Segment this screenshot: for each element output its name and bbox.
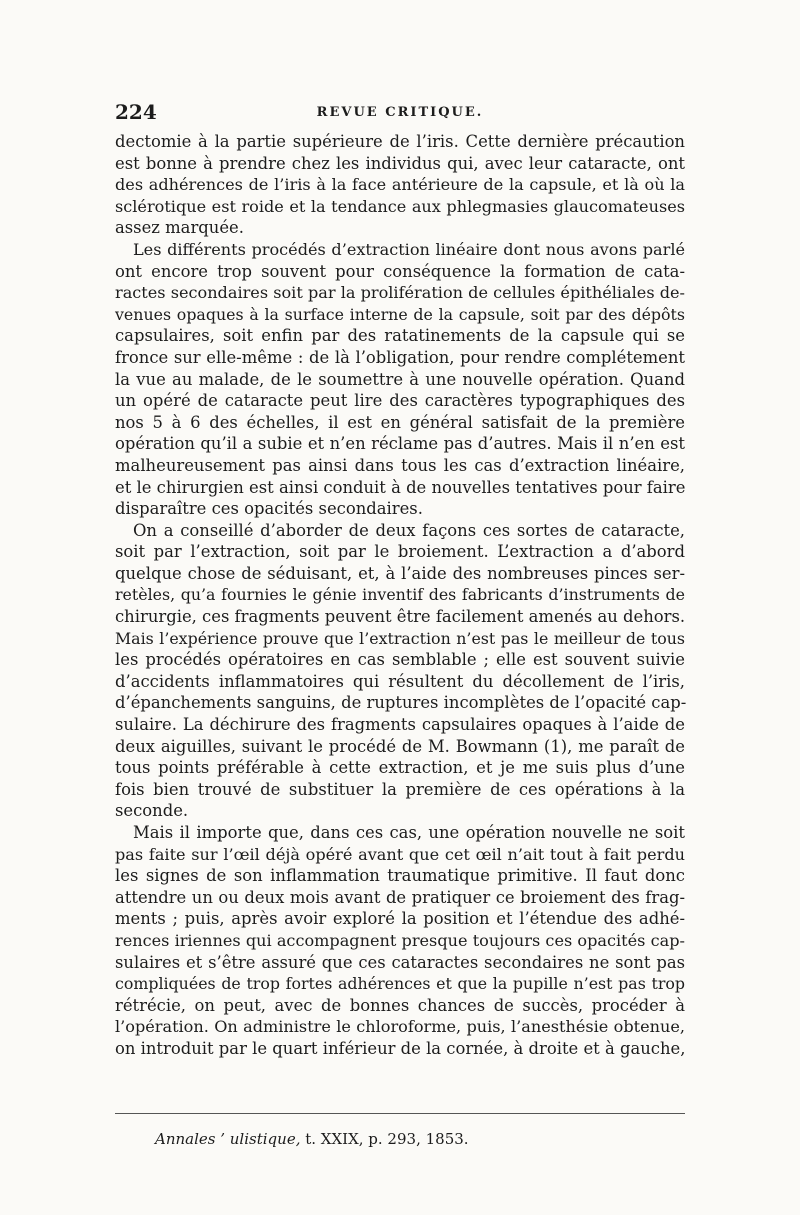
text-line: et le chirurgien est ainsi conduit à de nouvelles tentatives pour faire bbox=[115, 477, 686, 497]
text-line: On a conseillé d’aborder de deux façons ces sortes de cataracte, bbox=[133, 520, 685, 540]
text-line: les signes de son inflammation traumatique primitive. Il faut donc bbox=[115, 866, 685, 886]
text-line: capsulaires, soit enfin par des ratatinements de la capsule qui se bbox=[115, 326, 685, 346]
text-line: compliquées de trop fortes adhérences et que la pupille n’est pas trop bbox=[115, 974, 685, 994]
text-line: rétrécie, on peut, avec de bonnes chances de succès, procéder à bbox=[115, 995, 685, 1015]
text-line: deux aiguilles, suivant le procédé de M. Bowmann (1), me paraît de bbox=[115, 736, 685, 756]
footnote-reference: t. XXIX, p. 293, 1853. bbox=[300, 1130, 469, 1148]
text-line: assez marquée. bbox=[115, 218, 244, 238]
body-text bbox=[115, 131, 685, 1060]
text-line: d’accidents inflammatoires qui résultent du décollement de l’iris, bbox=[115, 671, 685, 691]
text-line: nos 5 à 6 des échelles, il est en général satisfait de la première bbox=[115, 412, 685, 432]
running-head: REVUE CRITIQUE. bbox=[316, 105, 484, 120]
text-line: Les différents procédés d’extraction linéaire dont nous avons parlé bbox=[133, 239, 685, 259]
text-line: pas faite sur l’œil déjà opéré avant que cet œil n’ait tout à fait perdu bbox=[115, 844, 685, 864]
page-number: 224 bbox=[115, 100, 157, 124]
text-line: malheureusement pas ainsi dans tous les cas d’extraction linéaire, bbox=[115, 455, 685, 475]
text-line: sulaires et s’être assuré que ces cataractes secondaires ne sont pas bbox=[115, 952, 685, 972]
text-line: ments ; puis, après avoir exploré la position et l’étendue des adhé- bbox=[115, 909, 685, 929]
text-line: quelque chose de séduisant, et, à l’aide des nombreuses pinces ser- bbox=[115, 563, 685, 583]
text-line: on introduit par le quart inférieur de la cornée, à droite et à gauche, bbox=[115, 1038, 686, 1058]
text-line: attendre un ou deux mois avant de pratiquer ce broiement des frag- bbox=[115, 887, 685, 907]
text-line: Mais l’expérience prouve que l’extraction n’est pas le meilleur de tous bbox=[115, 628, 685, 648]
text-line: dectomie à la partie supérieure de l’iris. Cette dernière précaution bbox=[115, 132, 685, 151]
footnote bbox=[155, 1130, 469, 1148]
text-line: rences iriennes qui accompagnent presque toujours ces opacités cap- bbox=[115, 930, 685, 950]
text-line: fois bien trouvé de substituer la première de ces opérations à la bbox=[115, 779, 685, 799]
text-line: fronce sur elle-même : de là l’obligation, pour rendre complétement bbox=[115, 347, 685, 367]
footnote-rule bbox=[115, 1113, 685, 1114]
text-line: soit par l’extraction, soit par le broiement. L’extraction a d’abord bbox=[115, 542, 685, 562]
text-line: ractes secondaires soit par la prolifération de cellules épithéliales de- bbox=[115, 283, 685, 303]
text-line: chirurgie, ces fragments peuvent être facilement amenés au dehors. bbox=[115, 607, 686, 627]
text-line: tous points préférable à cette extraction, et je me suis plus d’une bbox=[115, 758, 685, 778]
text-line: sclérotique est roide et la tendance aux phlegmasies glaucomateuses bbox=[115, 196, 685, 216]
text-line: ont encore trop souvent pour conséquence la formation de cata- bbox=[115, 261, 685, 281]
footnote-journal: Annales ’ ulistique, bbox=[155, 1130, 301, 1148]
text-line: les procédés opératoires en cas semblable ; elle est souvent suivie bbox=[115, 650, 685, 670]
text-line: l’opération. On administre le chloroforme, puis, l’anesthésie obtenue, bbox=[115, 1017, 685, 1037]
text-line: seconde. bbox=[115, 801, 189, 821]
text-line: sulaire. La déchirure des fragments capsulaires opaques à l’aide de bbox=[115, 715, 685, 735]
text-line: Mais il importe que, dans ces cas, une opération nouvelle ne soit bbox=[133, 823, 685, 842]
page-header bbox=[115, 100, 685, 126]
text-line: opération qu’il a subie et n’en réclame pas d’autres. Mais il n’en est bbox=[115, 434, 685, 454]
text-line: d’épanchements sanguins, de ruptures incomplètes de l’opacité cap- bbox=[115, 693, 687, 713]
text-line: retèles, qu’a fournies le génie inventif des fabricants d’instruments de bbox=[115, 585, 685, 605]
text-line: est bonne à prendre chez les individus qui, avec leur cataracte, ont bbox=[115, 153, 685, 173]
text-line: des adhérences de l’iris à la face antérieure de la capsule, et là où la bbox=[115, 175, 685, 195]
text-line: un opéré de cataracte peut lire des caractères typographiques des bbox=[115, 391, 685, 411]
text-line: venues opaques à la surface interne de la capsule, soit par des dépôts bbox=[115, 304, 685, 324]
text-line: disparaître ces opacités secondaires. bbox=[115, 499, 423, 519]
text-line: la vue au malade, de le soumettre à une nouvelle opération. Quand bbox=[115, 369, 685, 389]
